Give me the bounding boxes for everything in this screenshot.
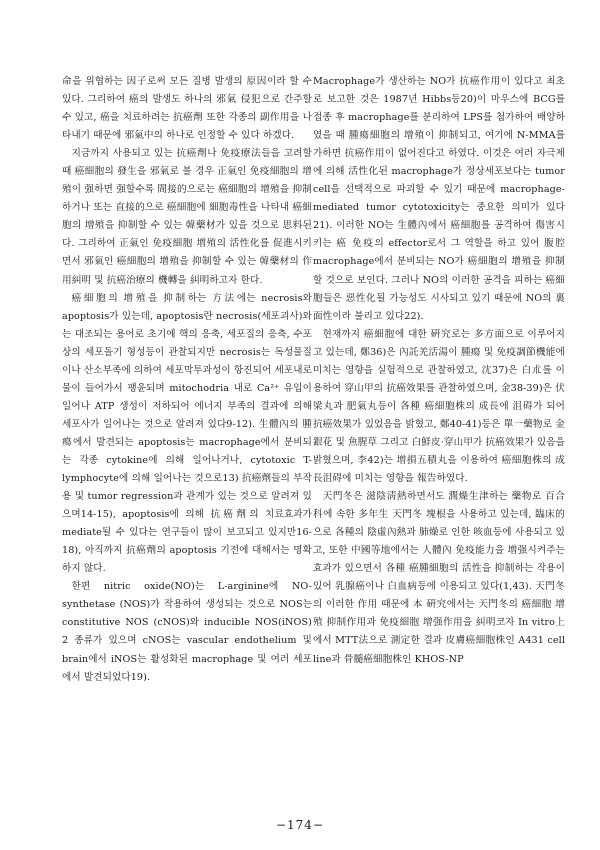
right-paragraph-3: 天門冬은 滋陰淸熱하면서도 潤燥生津하는 藥物로 百合科에 속한 多年生 天門冬 塊根을 사용하고 있는데, 臨床的으로 各種의 陰虛內熱과 肺燥로 인한 咳血등에 사용되고 있고, 또한 中國等地에서는 人體內 免疫能力을 增强시켜주는 효과가 있으면서 各種 癌腫細胞의 活性을 抑制하는 작용이 있어 乳腺癌이나 白血病등에 이용되고 있다(1,43). 天門冬의 이러한 作用 때문에 本 硏究에서는 天門冬의 癌細胞 增殖 抑制作用과 免疫細胞 增强作用을 糾明코자 In vitro上에서 MTT法으로 測定한 결과 皮膚癌細胞株인 A431 cell line과 骨髓癌細胞株인 KHOS-NP [313, 491, 565, 665]
left-paragraph-3: 癌細胞의 增殖을 抑制하는 方法에는 necrosis와 apoptosis가 있는데, apoptosis란 necrosis(세포괴사)와는 대조되는 용어로 초기에 핵의 응축, 세포질의 응축, 수포상의 세포돌기 형성등이 관찰되지만 necrosis는 독성물질이나 산소부족에 의하여 세포막투과성이 항진되어 세포내로 물이 들어가서 팽윤되며 mitochodria 내로 Ca²⁺ 유입이 일어나 ATP 생성이 저하되어 에너지 부족의 결과에 의해 세포사가 일어나는 것으로 알려져 있다9-12). 生體內의 腫瘍에서 발견되는 apoptosis는 macrophage에서 분비되는 각종 cytokine에 의해 일어나거나, cytotoxic T-lymphocyte에 의해 일어나는 것으로13) 抗癌劑들의 부작용 및 tumor regression과 관계가 있는 것으로 알려져 있으며14-15), apoptosis에 의해 抗癌劑의 치료효과가 mediate될 수 있다는 연구들이 많이 보고되고 있지만16-18), 아직까지 抗癌劑의 apoptosis 기전에 대해서는 명확하지 않다. [62, 292, 312, 575]
page-number: −174− [275, 818, 324, 832]
left-paragraph-2: 지금까지 사용되고 있는 抗癌劑나 免疫療法들을 고려할 때 癌細胞의 發生을 邪氣로 볼 경우 正氣인 免疫細胞의 增殖이 强하면 强할수록 間接的으로는 癌細胞의 增殖을 抑制하거나 또는 直接的으로 癌細胞에 細胞毒性을 나타내 癌細胞의 增殖을 抑制할 수 있는 韓藥材가 있을 것으로 思料된다. 그리하여 正氣인 免疫細胞 增殖의 活性化를 促進시키면서 邪氣인 癌細胞의 增殖을 抑制할 수 있는 韓藥材의 作用糾明 및 抗癌治療의 機轉을 糾明하고자 한다. [62, 148, 312, 286]
right-paragraph-2: 현재까지 癌細胞에 대한 硏究로는 多方面으로 이루어지고 있는데, 鄭36)은 內託羌活湯이 腫瘍 및 免疫調節機能에 미치는 영향을 실험적으로 관찰하였고, 沈37)은 白朮를 이용하여 穿山甲의 抗癌效果를 관찰하였으며, 金38-39)은 伏梁丸과 肥氣丸등이 各種 癌細胞株의 成長에 沮碍가 되어 抗癌效果가 있었음을 밝혔고, 鄭40-41)등은 單一藥物로 金銀花 및 魚腥草 그리고 白鮮皮·穿山甲가 抗癌效果가 있음을 밝혔으며, 李42)는 增損五積丸을 이용하여 癌細胞株의 成長沮碍에 미치는 영향을 報告하였다. [313, 328, 565, 485]
left-paragraph-1: 命을 위협하는 因子로써 모든 질병 발생의 原因이라 할 수 있다. 그리하여 癌의 발생도 하나의 邪氣 侵犯으로 간주할 수 있고, 癌을 치료하려는 抗癌劑 또한 각종의 副作用을 나타내기 때문에 邪氣中의 하나로 인정할 수 있다 하겠다. [62, 76, 312, 142]
left-column [62, 73, 312, 687]
left-paragraph-4: 한편 nitric oxide(NO)는 L-arginine에 NO-synthetase (NOS)가 작용하여 생성되는 것으로 NOS는 constitutive NOS (cNOS)와 inducible NOS(iNOS) 2 종류가 있으며 cNOS는 vascular endothelium 및 brain에서 iNOS는 활성화된 macrophage 및 여러 세포에서 발견되었다19). [62, 581, 312, 683]
right-column [313, 73, 565, 669]
right-paragraph-1: Macrophage가 생산하는 NO가 抗癌作用이 있다고 최초로 보고한 것은 1987년 Hibbs등20)이 마우스에 BCG를 접종 후 macrophage를 분리하여 LPS를 첨가하여 배양하였을 때 腫瘍細胞의 增殖이 抑制되고, 여기에 N-MMA를 가하면 抗癌作用이 없어진다고 하였다. 이것은 여러 자극제에 의해 活性化된 macrophage가 정상세포보다는 tumor cell을 선택적으로 파괴할 수 있기 때문에 macrophage-mediated tumor cytotoxicity는 중요한 의미가 있다21). 이러한 NO는 生體內에서 癌細胞를 공격하여 傷害시키는 癌 免疫의 effector로서 그 역할을 하고 있어 腹腔 macrophage에서 분비되는 NO가 癌細胞의 增殖을 抑制할 것으로 보인다. 그러나 NO의 이러한 공격을 피하는 癌細胞들은 惡性化될 가능성도 시사되고 있기 때문에 NO의 裏面性이라 불리고 있다22). [313, 76, 565, 322]
